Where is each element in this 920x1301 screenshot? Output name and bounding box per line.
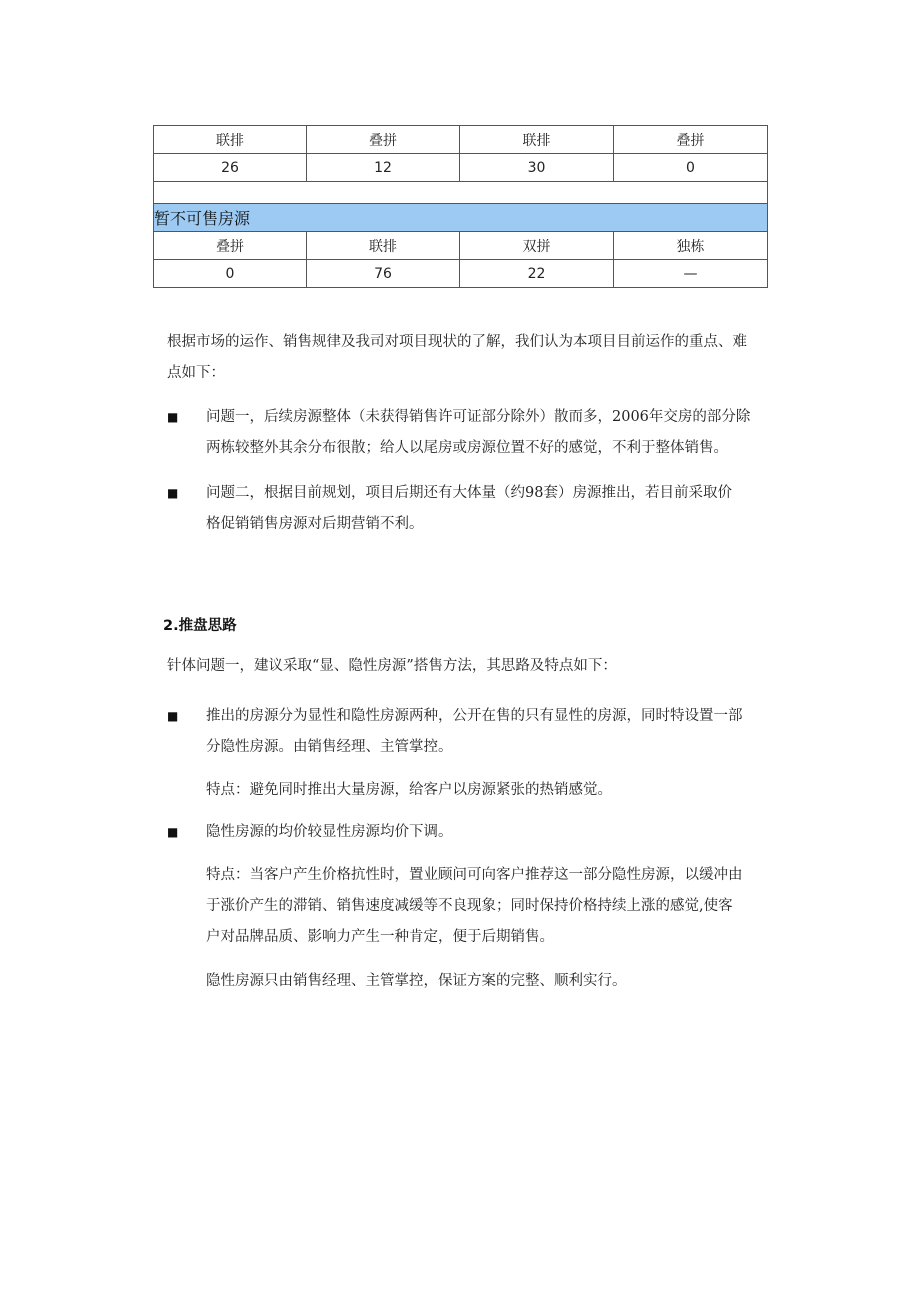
table-cell: 26 (154, 154, 307, 182)
point-2-line-1: 隐性房源的均价较显性房源均价下调。 (206, 824, 453, 840)
issue-1-line-1: 问题一，后续房源整体（未获得销售许可证部分除外）散而多，2006年交房的部分除 (206, 409, 751, 425)
table-section-row (154, 204, 768, 232)
table-cell: 12 (307, 154, 460, 182)
point-2-feature-line-1: 特点：当客户产生价格抗性时，置业顾问可向客户推荐这一部分隐性房源，以缓冲由 (206, 867, 743, 883)
bullet-icon: ■ (167, 709, 179, 723)
intro-line-2: 点如下： (167, 365, 225, 381)
table-cell: 0 (154, 260, 307, 288)
table-cell: 叠拼 (614, 126, 768, 154)
table-cell: 叠拼 (307, 126, 460, 154)
table-blank-cell (154, 182, 768, 204)
table-row (154, 154, 768, 182)
section-label-unavailable: 暂不可售房源 (154, 204, 768, 232)
table-cell: 0 (614, 154, 768, 182)
table-cell: 叠拼 (154, 232, 307, 260)
point-1-line-2: 分隐性房源。由销售经理、主管掌控。 (206, 739, 453, 755)
table-cell: 联排 (460, 126, 614, 154)
table-cell: 联排 (154, 126, 307, 154)
point-1-feature: 特点：避免同时推出大量房源，给客户以房源紧张的热销感觉。 (206, 782, 612, 798)
table-cell: 双拼 (460, 232, 614, 260)
table-row (154, 126, 768, 154)
table-cell: — (614, 260, 768, 288)
table-cell: 22 (460, 260, 614, 288)
point-1-line-1: 推出的房源分为显性和隐性房源两种，公开在售的只有显性的房源，同时特设置一部 (206, 708, 743, 724)
point-2-feature-line-2: 于涨价产生的滞销、销售速度减缓等不良现象；同时保持价格持续上涨的感觉,使客 (206, 898, 733, 914)
bullet-icon: ■ (167, 486, 179, 500)
table-cell: 30 (460, 154, 614, 182)
bullet-icon: ■ (167, 825, 179, 839)
intro-line-1: 根据市场的运作、销售规律及我司对项目现状的了解，我们认为本项目目前运作的重点、难 (167, 334, 747, 350)
inventory-table (153, 125, 768, 288)
point-2-feature-line-3: 户对品牌品质、影响力产生一种肯定，便于后期销售。 (206, 929, 554, 945)
bullet-icon: ■ (167, 410, 179, 424)
table-row-blank (154, 182, 768, 204)
section-lead: 针体问题一，建议采取“显、隐性房源”搭售方法，其思路及特点如下： (167, 658, 617, 674)
issue-2-line-2: 格促销销售房源对后期营销不利。 (206, 516, 424, 532)
table-cell: 76 (307, 260, 460, 288)
table-cell: 独栋 (614, 232, 768, 260)
table-cell: 联排 (307, 232, 460, 260)
table-row (154, 260, 768, 288)
point-2-note: 隐性房源只由销售经理、主管掌控，保证方案的完整、顺利实行。 (206, 973, 627, 989)
table-row (154, 232, 768, 260)
section-heading: 2.推盘思路 (163, 618, 237, 634)
issue-1-line-2: 两栋较整外其余分布很散；给人以尾房或房源位置不好的感觉，不利于整体销售。 (206, 440, 728, 456)
issue-2-line-1: 问题二，根据目前规划，项目后期还有大体量（约98套）房源推出，若目前采取价 (206, 485, 732, 501)
